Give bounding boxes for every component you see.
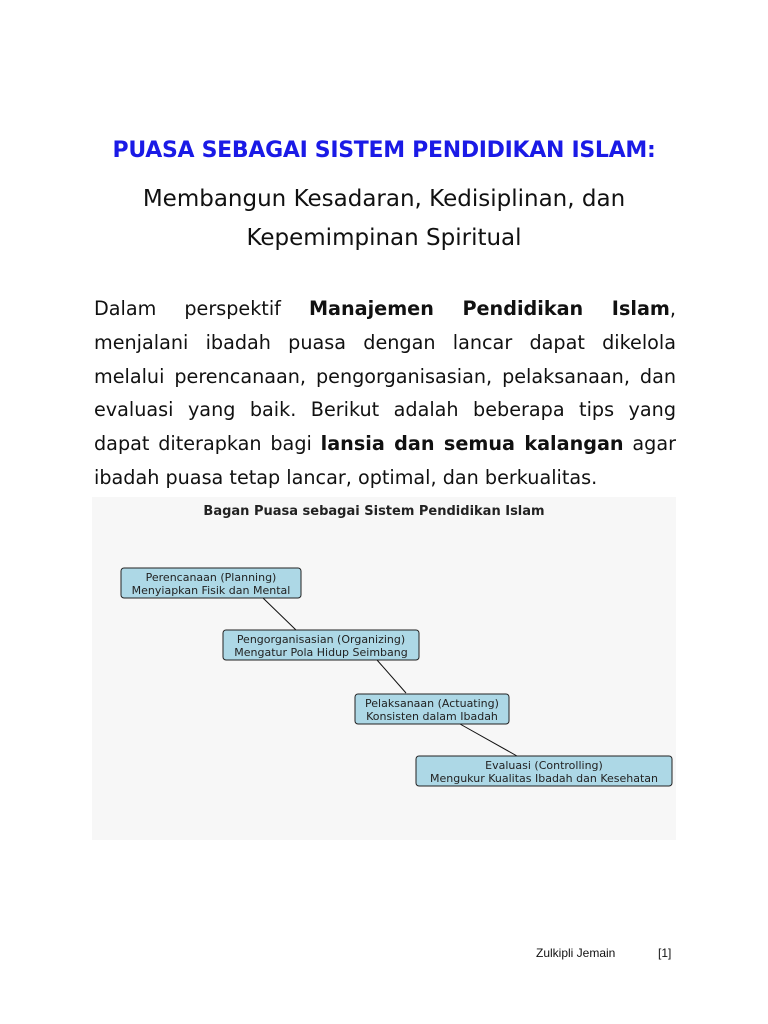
- node-label-controlling: Evaluasi (Controlling): [485, 759, 603, 772]
- node-label-actuating: Pelaksanaan (Actuating): [365, 697, 499, 710]
- paragraph-bold-1: Manajemen Pendidikan Islam: [308, 297, 670, 320]
- connector-3-4: [460, 724, 517, 756]
- node-label-organizing: Pengorganisasian (Organizing): [236, 633, 406, 646]
- connector-1-2: [263, 598, 296, 630]
- footer-author: Zulkipli Jemain: [536, 946, 616, 960]
- management-flow-diagram: [92, 497, 676, 840]
- paragraph-text-3: agar ibadah puasa tetap lancar, optimal, dan berkualitas.: [94, 432, 676, 489]
- document-subtitle: Membangun Kesadaran, Kedisiplinan, dan Kepemimpinan Spiritual: [142, 186, 626, 251]
- diagram-title: Bagan Puasa sebagai Sistem Pendidikan Islam: [203, 504, 545, 519]
- diagram-canvas: [92, 497, 676, 840]
- intro-paragraph: [94, 292, 676, 495]
- node-desc-controlling: Mengukur Kualitas Ibadah dan Kesehatan: [430, 772, 658, 785]
- connector-2-3: [377, 660, 406, 693]
- document-title: PUASA SEBAGAI SISTEM PENDIDIKAN ISLAM:: [112, 138, 656, 163]
- node-desc-organizing: Mengatur Pola Hidup Seimbang: [234, 646, 408, 659]
- flow-node-planning: [121, 568, 301, 598]
- paragraph-text-2: , menjalani ibadah puasa dengan lancar dapat dikelola melalui perencanaan, pengorganisasian, pelaksanaan, dan evaluasi yang baik. Berikut adalah beberapa tips yang dapat diterapkan bagi: [94, 297, 676, 456]
- flow-node-controlling: [416, 756, 672, 786]
- node-label-planning: Perencanaan (Planning): [145, 571, 277, 584]
- node-desc-planning: Menyiapkan Fisik dan Mental: [131, 584, 291, 597]
- flow-node-actuating: [355, 694, 509, 724]
- paragraph-text-1: Dalam perspektif: [94, 297, 309, 320]
- node-desc-actuating: Konsisten dalam Ibadah: [366, 710, 498, 723]
- page-number: [1]: [658, 946, 672, 960]
- paragraph-bold-2: lansia dan semua kalangan: [320, 432, 624, 456]
- flow-node-organizing: [223, 630, 419, 660]
